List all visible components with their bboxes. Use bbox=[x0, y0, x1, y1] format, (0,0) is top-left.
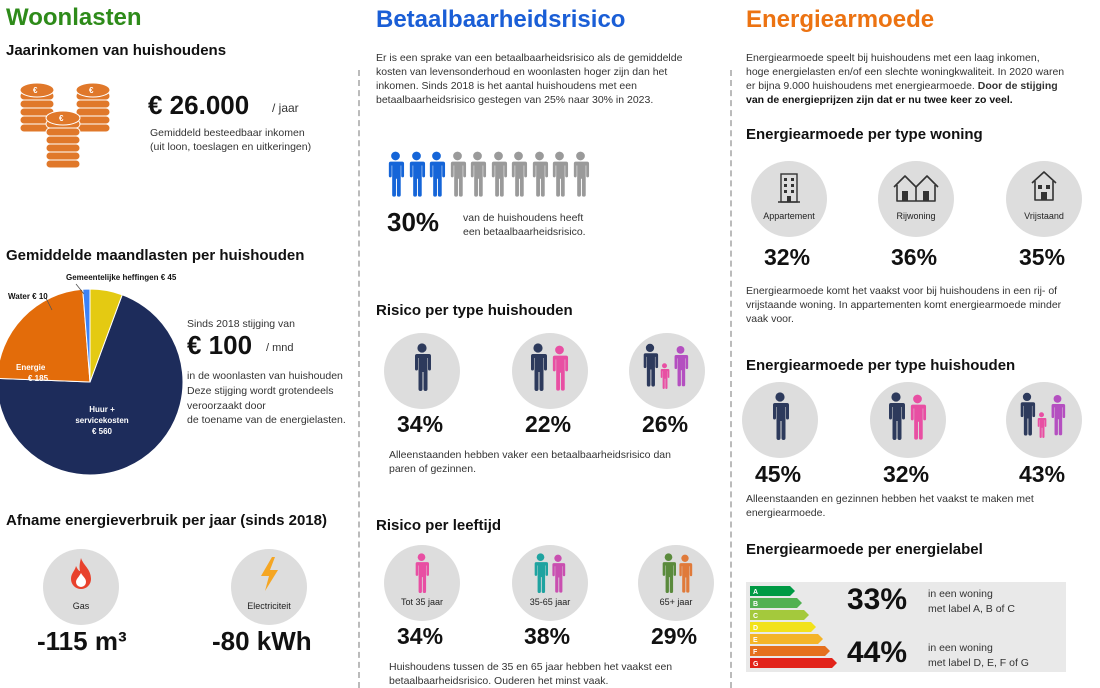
age-pct-young: 34% bbox=[397, 623, 444, 649]
woman-icon bbox=[550, 345, 569, 391]
old-man-icon bbox=[660, 553, 677, 593]
pie-label-huur-2: servicekosten bbox=[75, 415, 129, 425]
person-icon-highlighted bbox=[407, 151, 426, 197]
housing-label-terraced: Rijwoning bbox=[896, 211, 936, 221]
column-divider-1 bbox=[358, 70, 360, 688]
energylabel-heading: Energiearmoede per energielabel bbox=[746, 541, 983, 558]
detached-house-icon bbox=[1030, 170, 1058, 202]
household-note-1: Alleenstaanden en gezinnen hebben het vaakst te maken met bbox=[746, 493, 1034, 505]
single-person-circle bbox=[384, 333, 460, 409]
age-label-middle: 35-65 jaar bbox=[529, 597, 571, 607]
pie-label-huur-3: € 560 bbox=[91, 426, 113, 436]
label2-pct: 44% bbox=[847, 636, 908, 669]
man-icon bbox=[528, 343, 548, 391]
household-father-icon bbox=[1018, 392, 1036, 436]
risk-note-2: een betaalbaarheidsrisico. bbox=[463, 226, 586, 238]
lightning-icon bbox=[257, 556, 281, 592]
apartment-icon bbox=[776, 170, 802, 204]
housing-note-2: vrijstaande woning. In appartementen komt energiearmoede minder bbox=[746, 299, 1062, 311]
energy-label-bar-d bbox=[750, 622, 816, 632]
income-heading: Jaarinkomen van huishoudens bbox=[6, 42, 227, 59]
housing-pct-apartment: 32% bbox=[764, 244, 811, 270]
housing-heading: Energiearmoede per type woning bbox=[746, 126, 983, 143]
household-woman-icon bbox=[908, 394, 927, 440]
right-intro-4: van de energieprijzen zijn dat er nu twee keer zo veel. bbox=[746, 94, 1013, 106]
energiearmoede-title: Energiearmoede bbox=[746, 6, 935, 33]
household-man-icon bbox=[886, 392, 906, 440]
age-label-old: 65+ jaar bbox=[659, 597, 693, 607]
household-child-icon bbox=[1036, 412, 1047, 438]
middle-intro-4: betaalbaarheidsrisico gestegen van 25% naar 30% in 2023. bbox=[376, 94, 654, 106]
pie-label-huur-1: Huur + bbox=[89, 405, 115, 414]
electricity-circle bbox=[231, 549, 307, 625]
electricity-label: Electriciteit bbox=[247, 601, 291, 611]
household-single-circle bbox=[742, 382, 818, 458]
label2-note-1: in een woning bbox=[928, 642, 993, 654]
person-icon bbox=[468, 151, 487, 197]
type-pct-single: 34% bbox=[397, 411, 444, 437]
since-line-4: de toename van de energielasten. bbox=[187, 414, 346, 426]
middle-intro-1: Er is een sprake van een betaalbaarheidsrisico als de gemiddelde bbox=[376, 52, 683, 64]
middle-woman-icon bbox=[550, 554, 566, 593]
pie-label-water: Water € 10 bbox=[8, 292, 48, 301]
coins-icon bbox=[16, 78, 126, 176]
energy-label-scale bbox=[750, 586, 842, 670]
since-intro: Sinds 2018 stijging van bbox=[187, 318, 295, 330]
energy-label-letter-d: D bbox=[753, 625, 759, 632]
increase-unit: / mnd bbox=[266, 342, 294, 354]
couple-circle bbox=[512, 333, 588, 409]
monthly-costs-pie-chart bbox=[0, 270, 185, 475]
risk-type-heading: Risico per type huishouden bbox=[376, 302, 573, 319]
pie-label-huur bbox=[60, 405, 144, 437]
age-pct-middle: 38% bbox=[524, 623, 571, 649]
right-intro-3 bbox=[746, 79, 1058, 93]
svg-text:€: € bbox=[59, 114, 64, 123]
detached-circle bbox=[1006, 161, 1082, 237]
age-pct-old: 29% bbox=[651, 623, 698, 649]
middle-intro-2: kosten van levensonderhoud en woonlasten hoger zijn dan het bbox=[376, 66, 668, 78]
housing-label-apartment: Appartement bbox=[763, 211, 815, 221]
energy-label-letter-c: C bbox=[753, 613, 759, 620]
household-pct-couple: 32% bbox=[883, 461, 930, 487]
housing-label-detached: Vrijstaand bbox=[1024, 211, 1064, 221]
household-mother-icon bbox=[1049, 394, 1066, 436]
age-young-circle bbox=[384, 545, 460, 621]
since-line-1: in de woonlasten van huishouden bbox=[187, 370, 343, 382]
decline-heading: Afname energieverbruik per jaar (sinds 2018) bbox=[6, 512, 327, 529]
household-heading: Energiearmoede per type huishouden bbox=[746, 357, 1016, 374]
person-icon bbox=[509, 151, 528, 197]
housing-note-1: Energiearmoede komt het vaakst voor bij huishoudens in een rij- of bbox=[746, 285, 1058, 297]
mother-icon bbox=[672, 345, 689, 387]
household-pct-single: 45% bbox=[755, 461, 802, 487]
household-single-icon bbox=[770, 392, 790, 440]
pie-label-gemeente: Gemeentelijke heffingen € 45 bbox=[66, 273, 177, 282]
energy-label-bar-g bbox=[750, 658, 837, 668]
right-intro-2: hoge energielasten en/of een slechte woningkwaliteit. In 2020 waren bbox=[746, 66, 1065, 78]
pie-label-energie: Energie bbox=[16, 363, 46, 372]
household-couple-circle bbox=[870, 382, 946, 458]
risk-note-1: van de huishoudens heeft bbox=[463, 212, 584, 224]
type-note-1: Alleenstaanden hebben vaker een betaalbaarheidsrisico dan bbox=[389, 449, 671, 461]
label1-pct: 33% bbox=[847, 583, 908, 616]
energy-label-letter-g: G bbox=[753, 661, 759, 668]
energy-label-letter-a: A bbox=[753, 589, 759, 596]
energy-label-bar-c bbox=[750, 610, 809, 620]
person-icon bbox=[550, 151, 569, 197]
housing-pct-terraced: 36% bbox=[891, 244, 938, 270]
gas-value: -115 m³ bbox=[37, 626, 127, 656]
since-line-3: veroorzaakt door bbox=[187, 400, 266, 412]
gas-circle bbox=[43, 549, 119, 625]
apartment-circle bbox=[751, 161, 827, 237]
person-icon bbox=[489, 151, 508, 197]
age-note-2: betaalbaarheidsrisico. Ouderen het minst vaak. bbox=[389, 675, 609, 687]
family-circle bbox=[629, 333, 705, 409]
energylabel-panel bbox=[746, 582, 1066, 672]
household-note-2: energiearmoede. bbox=[746, 507, 826, 519]
energy-label-bar-e bbox=[750, 634, 823, 644]
person-icon bbox=[571, 151, 590, 197]
age-note-1: Huishoudens tussen de 35 en 65 jaar hebben het vaakst een bbox=[389, 661, 673, 673]
monthly-heading: Gemiddelde maandlasten per huishouden bbox=[6, 247, 305, 264]
right-intro-3-bold: Door de stijging bbox=[977, 80, 1058, 92]
housing-pct-detached: 35% bbox=[1019, 244, 1066, 270]
risk-pct: 30% bbox=[387, 207, 440, 237]
energy-label-bar-f bbox=[750, 646, 830, 656]
energy-label-letter-e: E bbox=[753, 637, 758, 644]
label1-note-1: in een woning bbox=[928, 588, 993, 600]
type-pct-family: 26% bbox=[642, 411, 689, 437]
person-icon-highlighted bbox=[386, 151, 405, 197]
gas-label: Gas bbox=[72, 601, 90, 611]
single-person-icon bbox=[412, 343, 432, 391]
betaalbaarheidsrisico-title: Betaalbaarheidsrisico bbox=[376, 6, 626, 33]
terraced-house-icon bbox=[892, 173, 940, 203]
household-pct-family: 43% bbox=[1019, 461, 1066, 487]
father-icon bbox=[641, 343, 659, 387]
age-label-young: Tot 35 jaar bbox=[400, 597, 444, 607]
middle-intro-3: inkomen. Sinds 2018 is het aantal huishoudens met een bbox=[376, 80, 637, 92]
age-old-circle bbox=[638, 545, 714, 621]
increase-value: € 100 bbox=[187, 330, 253, 360]
person-icon-highlighted bbox=[427, 151, 446, 197]
label2-note-2: met label D, E, F of G bbox=[928, 657, 1029, 669]
income-note-2: (uit loon, toeslagen en uitkeringen) bbox=[150, 141, 312, 153]
svg-text:€: € bbox=[33, 86, 38, 95]
young-person-icon bbox=[413, 553, 430, 593]
income-unit: / jaar bbox=[272, 101, 299, 115]
right-intro-3-text: er bijna 9.000 huishoudens met energiearmoede. bbox=[746, 80, 975, 92]
right-intro-1: Energiearmoede speelt bij huishoudens met een laag inkomen, bbox=[746, 52, 1040, 64]
terraced-circle bbox=[878, 161, 954, 237]
person-icon bbox=[530, 151, 549, 197]
flame-icon bbox=[67, 557, 95, 591]
woonlasten-title: Woonlasten bbox=[6, 4, 142, 31]
housing-note-3: vaak voor. bbox=[746, 313, 794, 325]
age-middle-circle bbox=[512, 545, 588, 621]
label1-note-2: met label A, B of C bbox=[928, 603, 1015, 615]
old-woman-icon bbox=[677, 554, 693, 593]
child-icon bbox=[659, 363, 670, 389]
type-note-2: paren of gezinnen. bbox=[389, 463, 476, 475]
household-family-circle bbox=[1006, 382, 1082, 458]
type-pct-couple: 22% bbox=[525, 411, 572, 437]
svg-text:€: € bbox=[89, 86, 94, 95]
person-icon bbox=[448, 151, 467, 197]
pie-value-energie: € 185 bbox=[28, 374, 49, 383]
income-note-1: Gemiddeld besteedbaar inkomen bbox=[150, 127, 305, 139]
risk-age-heading: Risico per leeftijd bbox=[376, 517, 502, 534]
electricity-value: -80 kWh bbox=[212, 626, 312, 656]
people-pictogram-row bbox=[386, 151, 596, 199]
energy-label-letter-f: F bbox=[753, 649, 758, 656]
energy-label-letter-b: B bbox=[753, 601, 759, 608]
column-divider-2 bbox=[730, 70, 732, 688]
since-line-2: Deze stijging wordt grotendeels bbox=[187, 385, 334, 397]
income-value: € 26.000 bbox=[148, 90, 250, 120]
middle-man-icon bbox=[532, 553, 549, 593]
